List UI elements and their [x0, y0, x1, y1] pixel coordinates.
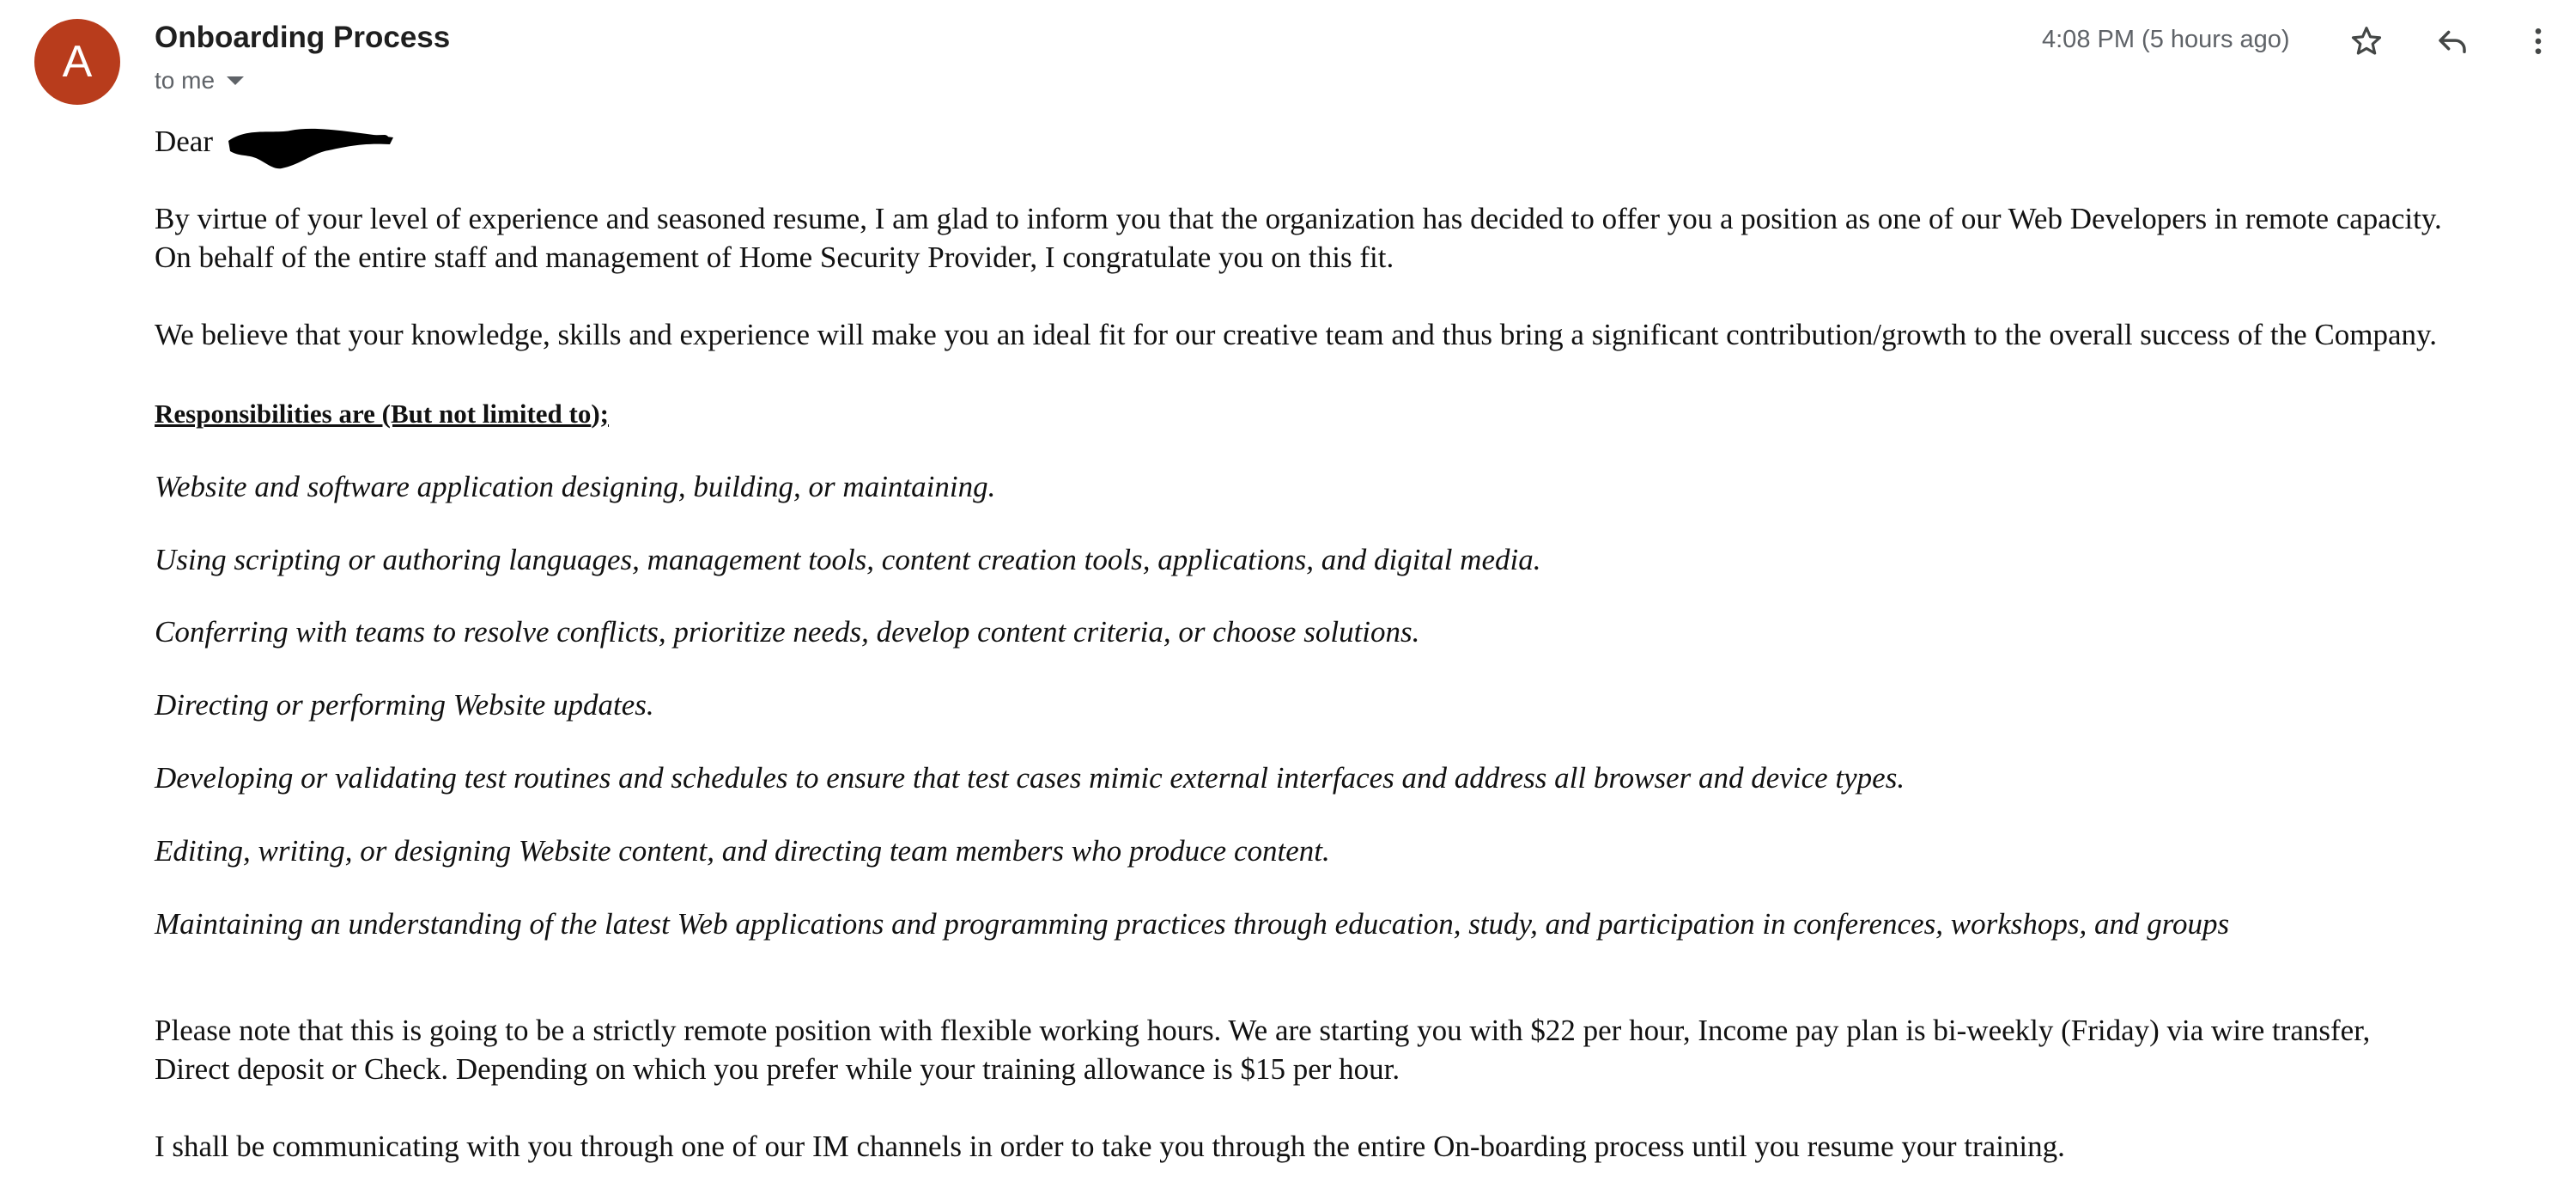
paragraph-compensation-line-1: Please note that this is going to be a strictly remote position with flexible working hours. We are starting you with $22 per hour, Income pay plan is bi-weekly (Friday) via wire transfer,: [155, 1014, 2371, 1047]
responsibility-item: Maintaining an understanding of the latest Web applications and programming practices through education, study, and participation in conferences, workshops, and groups: [155, 907, 2230, 941]
responsibility-item: Website and software application designing, building, or maintaining.: [155, 470, 996, 503]
paragraph-offer-line-2: On behalf of the entire staff and management of Home Security Provider, I congratulate you on this fit.: [155, 241, 1394, 274]
responsibilities-heading: [155, 399, 609, 429]
paragraph-communication: I shall be communicating with you through one of our IM channels in order to take you through the entire On-boarding process until you resume your training.: [155, 1130, 2065, 1163]
email-timestamp: 4:08 PM (5 hours ago): [2042, 26, 2290, 53]
responsibility-item: Using scripting or authoring languages, management tools, content creation tools, applications, and digital media.: [155, 543, 1541, 576]
responsibility-item: Conferring with teams to resolve conflicts, prioritize needs, develop content criteria, or choose solutions.: [155, 615, 1420, 649]
paragraph-fit: We believe that your knowledge, skills and experience will make you an ideal fit for our creative team and thus bring a significant contribution/growth to the overall success of the Company.: [155, 318, 2438, 351]
email-body: [155, 0, 2559, 1194]
paragraph-compensation-line-2: Direct deposit or Check. Depending on which you prefer while your training allowance is $15 per hour.: [155, 1052, 1400, 1086]
responsibility-item: Directing or performing Website updates.: [155, 688, 654, 722]
redaction-mark: [222, 122, 398, 174]
greeting: Dear: [155, 125, 214, 158]
responsibility-item: Editing, writing, or designing Website content, and directing team members who produce content.: [155, 834, 1330, 868]
sender-avatar[interactable]: A: [34, 19, 120, 105]
email-subject: Onboarding Process: [155, 21, 451, 54]
responsibilities-heading-text: Responsibilities are (But not limited to: [155, 399, 592, 429]
recipient-label: to me: [155, 67, 216, 94]
responsibility-item: Developing or validating test routines and schedules to ensure that test cases mimic external interfaces and address all browser and device types.: [155, 761, 1905, 795]
responsibilities-heading-tail: );: [591, 399, 610, 429]
paragraph-offer-line-1: By virtue of your level of experience and seasoned resume, I am glad to inform you that the organization has decided to offer you a position as one of our Web Developers in remote capacity.: [155, 202, 2442, 235]
